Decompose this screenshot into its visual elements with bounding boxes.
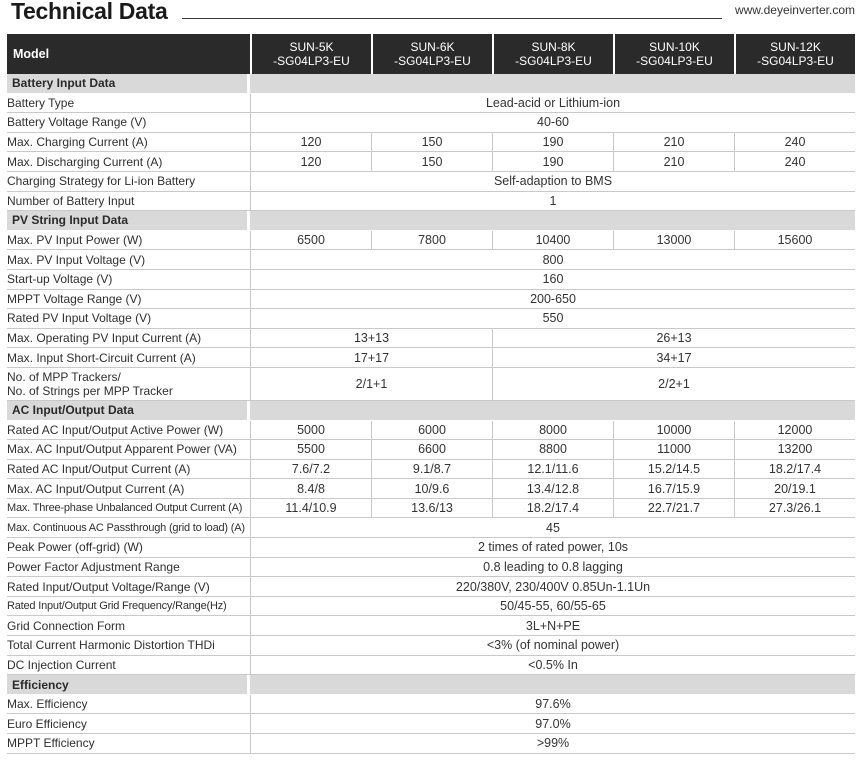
spec-value: 12000 (734, 421, 855, 441)
spec-value: 2/1+1 (250, 368, 492, 401)
spec-value: 210 (613, 152, 734, 172)
spec-label: Rated Input/Output Voltage/Range (V) (7, 577, 247, 597)
spec-row (7, 558, 855, 578)
spec-label: Power Factor Adjustment Range (7, 558, 247, 578)
spec-value: 10400 (492, 231, 613, 251)
spec-value: 6600 (371, 440, 492, 460)
spec-value: 11000 (613, 440, 734, 460)
model-header-row (7, 34, 855, 74)
spec-label: Max. PV Input Voltage (V) (7, 250, 247, 270)
spec-value: 190 (492, 133, 613, 153)
spec-label: No. of MPP Trackers/ No. of Strings per MPP Tracker (7, 368, 247, 401)
spec-label: Max. Continuous AC Passthrough (grid to load) (A) (7, 518, 247, 538)
spec-value: 7800 (371, 231, 492, 251)
model-header-cell (734, 34, 855, 74)
spec-row (7, 94, 855, 114)
spec-label: Max. Discharging Current (A) (7, 152, 247, 172)
spec-row (7, 133, 855, 153)
spec-row (7, 499, 855, 519)
spec-value: 27.3/26.1 (734, 499, 855, 519)
spec-value: 34+17 (492, 348, 855, 368)
spec-body (7, 74, 855, 754)
spec-row (7, 734, 855, 754)
spec-value: 18.2/17.4 (492, 499, 613, 519)
model-header-cell (613, 34, 734, 74)
spec-value: 220/380V, 230/400V 0.85Un-1.1Un (250, 577, 855, 597)
spec-label: Max. AC Input/Output Apparent Power (VA) (7, 440, 247, 460)
spec-value: Self-adaption to BMS (250, 172, 855, 192)
spec-value: 8800 (492, 440, 613, 460)
spec-row (7, 656, 855, 676)
spec-value: >99% (250, 734, 855, 754)
spec-row (7, 714, 855, 734)
spec-label: Rated Input/Output Grid Frequency/Range(Hz) (7, 597, 247, 617)
spec-label: Charging Strategy for Li-ion Battery (7, 172, 247, 192)
spec-row (7, 231, 855, 251)
spec-label: Euro Efficiency (7, 714, 247, 734)
spec-row (7, 538, 855, 558)
spec-label: Max. Operating PV Input Current (A) (7, 329, 247, 349)
spec-value: 12.1/11.6 (492, 460, 613, 480)
spec-value: 17+17 (250, 348, 492, 368)
spec-value: 800 (250, 250, 855, 270)
model-suffix: -SG04LP3-EU (273, 54, 350, 68)
spec-row (7, 577, 855, 597)
spec-row (7, 518, 855, 538)
spec-label: Battery Type (7, 94, 247, 114)
spec-value: 8000 (492, 421, 613, 441)
spec-value: 200-650 (250, 290, 855, 310)
spec-value: 18.2/17.4 (734, 460, 855, 480)
model-suffix: -SG04LP3-EU (515, 54, 592, 68)
section-header-row (7, 74, 855, 94)
spec-row (7, 172, 855, 192)
model-suffix: -SG04LP3-EU (757, 54, 834, 68)
spec-label: Start-up Voltage (V) (7, 270, 247, 290)
spec-label: Rated AC Input/Output Active Power (W) (7, 421, 247, 441)
spec-label: Total Current Harmonic Distortion THDi (7, 636, 247, 656)
spec-value: 3L+N+PE (250, 616, 855, 636)
spec-value: 40-60 (250, 113, 855, 133)
spec-row (7, 113, 855, 133)
spec-value: 15.2/14.5 (613, 460, 734, 480)
section-header-row (7, 675, 855, 695)
spec-row (7, 368, 855, 401)
model-name: SUN-12K (770, 40, 821, 54)
spec-label: Max. Charging Current (A) (7, 133, 247, 153)
spec-row (7, 421, 855, 441)
spec-label: Peak Power (off-grid) (W) (7, 538, 247, 558)
spec-row (7, 309, 855, 329)
technical-data-table (7, 34, 855, 754)
model-header-cell (492, 34, 613, 74)
spec-value: 240 (734, 152, 855, 172)
spec-label: DC Injection Current (7, 656, 247, 676)
spec-value: Lead-acid or Lithium-ion (250, 94, 855, 114)
spec-value: 10000 (613, 421, 734, 441)
spec-label: MPPT Voltage Range (V) (7, 290, 247, 310)
spec-value: 26+13 (492, 329, 855, 349)
spec-value: 5500 (250, 440, 371, 460)
spec-value: 5000 (250, 421, 371, 441)
spec-value: 120 (250, 152, 371, 172)
spec-value: 8.4/8 (250, 479, 371, 499)
spec-row (7, 460, 855, 480)
spec-value: 7.6/7.2 (250, 460, 371, 480)
spec-row (7, 616, 855, 636)
spec-label: Battery Voltage Range (V) (7, 113, 247, 133)
spec-value: 210 (613, 133, 734, 153)
section-fill (250, 401, 855, 421)
spec-row (7, 270, 855, 290)
spec-value: 22.7/21.7 (613, 499, 734, 519)
spec-row (7, 479, 855, 499)
spec-value: 16.7/15.9 (613, 479, 734, 499)
spec-value: 13+13 (250, 329, 492, 349)
section-header-row (7, 401, 855, 421)
spec-value: 20/19.1 (734, 479, 855, 499)
spec-value: 13000 (613, 231, 734, 251)
spec-value: 50/45-55, 60/55-65 (250, 597, 855, 617)
spec-value: 9.1/8.7 (371, 460, 492, 480)
model-suffix: -SG04LP3-EU (394, 54, 471, 68)
spec-value: 190 (492, 152, 613, 172)
spec-label: Max. PV Input Power (W) (7, 231, 247, 251)
model-name: SUN-5K (289, 40, 334, 54)
section-title: Efficiency (7, 675, 247, 695)
spec-row (7, 348, 855, 368)
spec-row (7, 250, 855, 270)
spec-value: 6500 (250, 231, 371, 251)
spec-label: Max. Efficiency (7, 695, 247, 715)
spec-row (7, 636, 855, 656)
section-title: AC Input/Output Data (7, 401, 247, 421)
section-fill (250, 211, 855, 231)
section-fill (250, 675, 855, 695)
model-name: SUN-10K (649, 40, 700, 54)
section-header-row (7, 211, 855, 231)
spec-value: 150 (371, 133, 492, 153)
spec-value: <3% (of nominal power) (250, 636, 855, 656)
page-title: Technical Data (11, 0, 168, 24)
spec-label: MPPT Efficiency (7, 734, 247, 754)
spec-label: Rated AC Input/Output Current (A) (7, 460, 247, 480)
spec-value: 97.0% (250, 714, 855, 734)
spec-value: 0.8 leading to 0.8 lagging (250, 558, 855, 578)
spec-value: 1 (250, 192, 855, 212)
spec-row (7, 192, 855, 212)
spec-value: 2/2+1 (492, 368, 855, 401)
model-header-cell (250, 34, 371, 74)
spec-value: 11.4/10.9 (250, 499, 371, 519)
title-rule (182, 18, 722, 19)
spec-value: 120 (250, 133, 371, 153)
spec-value: 15600 (734, 231, 855, 251)
website-link[interactable]: www.deyeinverter.com (734, 3, 855, 17)
spec-value: 160 (250, 270, 855, 290)
spec-row (7, 152, 855, 172)
spec-value: 10/9.6 (371, 479, 492, 499)
spec-value: 550 (250, 309, 855, 329)
spec-value: 97.6% (250, 695, 855, 715)
spec-label: Max. Input Short-Circuit Current (A) (7, 348, 247, 368)
spec-label: Rated PV Input Voltage (V) (7, 309, 247, 329)
spec-row (7, 440, 855, 460)
model-header-label: Model (7, 34, 247, 74)
spec-value: <0.5% In (250, 656, 855, 676)
model-name: SUN-8K (531, 40, 576, 54)
section-title: PV String Input Data (7, 211, 247, 231)
spec-label: Max. AC Input/Output Current (A) (7, 479, 247, 499)
section-fill (250, 74, 855, 94)
spec-value: 240 (734, 133, 855, 153)
section-title: Battery Input Data (7, 74, 247, 94)
spec-row (7, 695, 855, 715)
spec-value: 150 (371, 152, 492, 172)
spec-label: Number of Battery Input (7, 192, 247, 212)
spec-value: 13200 (734, 440, 855, 460)
page-header (0, 0, 862, 30)
spec-value: 2 times of rated power, 10s (250, 538, 855, 558)
spec-value: 13.4/12.8 (492, 479, 613, 499)
spec-row (7, 329, 855, 349)
spec-value: 6000 (371, 421, 492, 441)
model-name: SUN-6K (410, 40, 455, 54)
spec-value: 45 (250, 518, 855, 538)
spec-row (7, 597, 855, 617)
spec-label: Max. Three-phase Unbalanced Output Current (A) (7, 499, 247, 519)
spec-label: Grid Connection Form (7, 616, 247, 636)
model-suffix: -SG04LP3-EU (636, 54, 713, 68)
model-header-cell (371, 34, 492, 74)
spec-value: 13.6/13 (371, 499, 492, 519)
spec-row (7, 290, 855, 310)
